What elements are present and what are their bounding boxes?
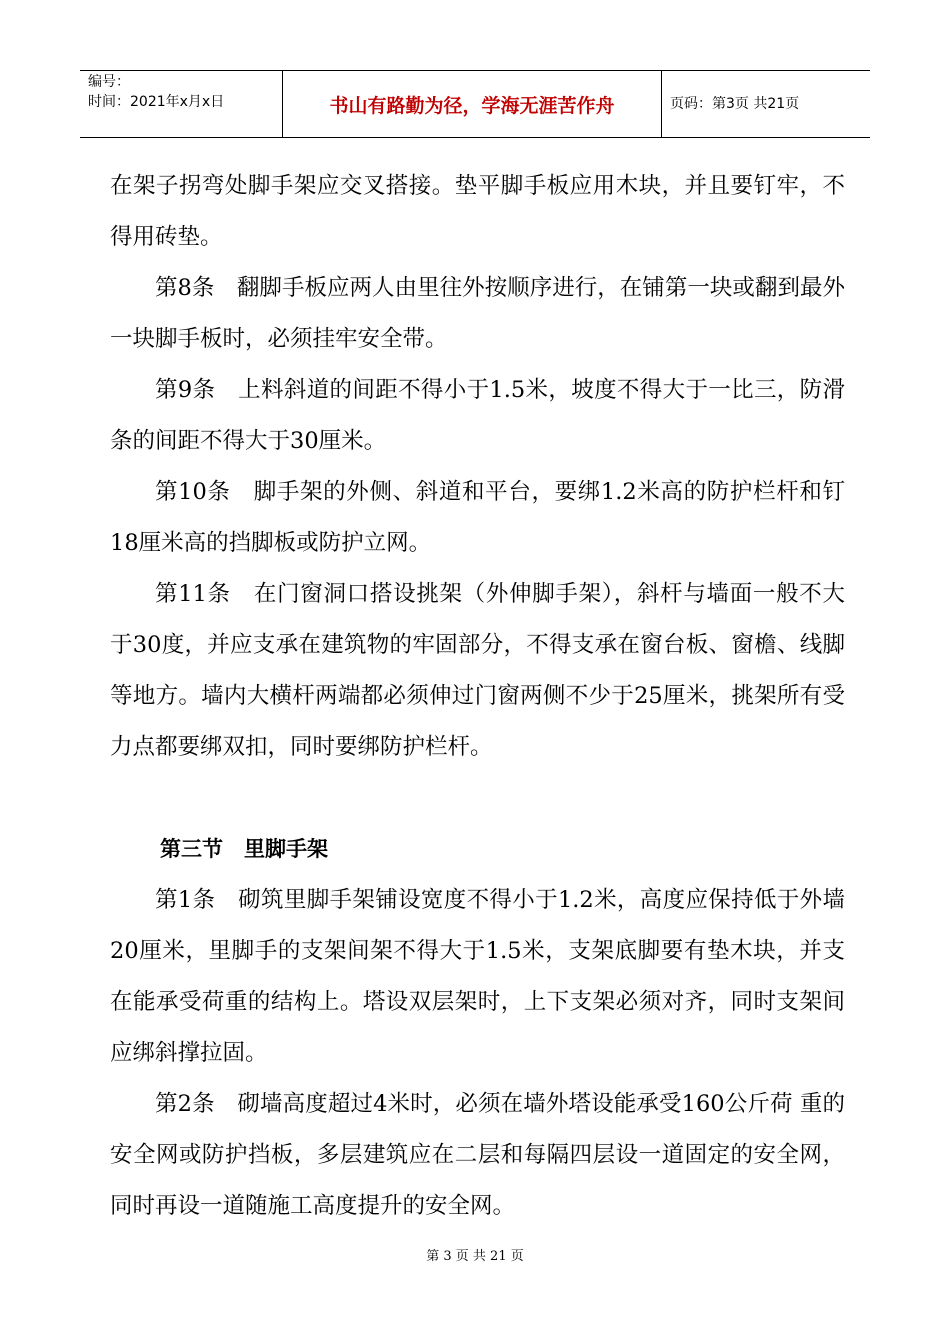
paragraph-article-11: 第11条 在门窗洞口搭设挑架（外伸脚手架），斜杆与墙面一般不大于30度，并应支承在建筑物的牢固部分，不得支承在窗台板、窗檐、线脚等地方。墙内大横杆两端都必须伸过门窗两侧不少于25厘米，挑架所有受力点都要绑双扣，同时要绑防护栏杆。 [110, 581, 845, 760]
header-motto-cell [283, 71, 662, 137]
page-header [80, 70, 870, 138]
paragraph-section3-article-1: 第1条 砌筑里脚手架铺设宽度不得小于1.2米，高度应保持低于外墙20厘米，里脚手的支架间架不得大于1.5米，支架底脚要有垫木块，并支在能承受荷重的结构上。塔设双层架时，上下支架必须对齐，同时支架间应绑斜撑拉固。 [110, 887, 845, 1066]
header-left-cell [80, 71, 283, 137]
date-line: 时间：2021年x月x日 [88, 94, 225, 110]
motto-text: 书山有路勤为径，学海无涯苦作舟 [329, 94, 615, 117]
paragraph-article-8: 第8条 翻脚手板应两人由里往外按顺序进行，在铺第一块或翻到最外一块脚手板时，必须挂牢安全带。 [110, 275, 845, 352]
page-info: 页码：第3页 共21页 [670, 96, 800, 112]
section-heading: 第三节 里脚手架 [160, 837, 328, 861]
doc-number-label: 编号： [88, 74, 130, 90]
page-footer: 第 3 页 共 21 页 [426, 1249, 524, 1264]
paragraph-continuation: 在架子拐弯处脚手架应交叉搭接。垫平脚手板应用木块，并且要钉牢，不得用砖垫。 [110, 173, 845, 250]
header-page-cell [662, 71, 870, 137]
paragraph-article-9: 第9条 上料斜道的间距不得小于1.5米，坡度不得大于一比三，防滑条的间距不得大于30厘米。 [110, 377, 845, 454]
paragraph-section3-article-2: 第2条 砌墙高度超过4米时，必须在墙外塔设能承受160公斤荷 重的安全网或防护挡板，多层建筑应在二层和每隔四层设一道固定的安全网，同时再设一道随施工高度提升的安全网。 [110, 1091, 845, 1219]
document-body [110, 161, 845, 1232]
paragraph-article-10: 第10条 脚手架的外侧、斜道和平台，要绑1.2米高的防护栏杆和钉18厘米高的挡脚板或防护立网。 [110, 479, 845, 556]
